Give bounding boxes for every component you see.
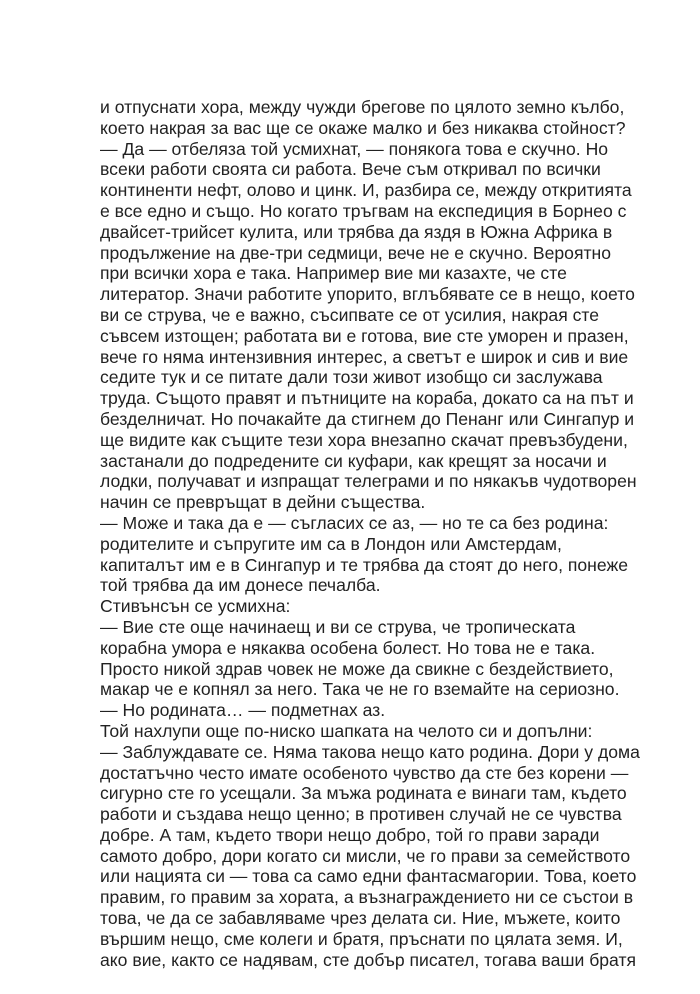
text-line: ако вие, както се надявам, сте добър писател, тогава ваши братя — [100, 949, 637, 970]
document-page — [100, 97, 640, 970]
text-line: самото добро, дори когато си мисли, че го прави за семейството — [100, 845, 631, 866]
text-line: добре. А там, където твори нещо добро, той го прави заради — [100, 824, 600, 845]
text-line: той трябва да им донесе печалба. — [100, 575, 381, 596]
text-line: което накрая за вас ще се окаже малко и без никаква стойност? — [100, 117, 626, 138]
text-line: вършим нещо, сме колеги и братя, пръснати по цялата земя. И, — [100, 928, 623, 949]
text-line: и отпуснати хора, между чужди брегове по цялото земно кълбо, — [100, 97, 625, 117]
text-line: корабна умора е някаква особена болест. Но това не е така. — [100, 637, 596, 658]
text-line: при всички хора е така. Например вие ми казахте, че сте — [100, 263, 567, 284]
text-line: Стивънсън се усмихна: — [100, 596, 291, 617]
text-line: труда. Същото правят и пътниците на кораба, докато са на път и — [100, 388, 634, 409]
text-line: начин се превръщат в дейни същества. — [100, 492, 426, 513]
text-line: продължение на две-три седмици, вече не е скучно. Вероятно — [100, 242, 612, 263]
text-line: правим, го правим за хората, а възнаграждението ни се състои в — [100, 887, 634, 908]
text-line: Просто никой здрав човек не може да свикне с бездействието, — [100, 658, 614, 679]
text-line: макар че е копнял за него. Така че не го вземайте на сериозно. — [100, 679, 620, 700]
text-line: застанали до подредените си куфари, как крещят за носачи и — [100, 450, 607, 471]
text-line: сигурно сте го усещали. За мъжа родината е винаги там, където — [100, 783, 627, 804]
text-line: ще видите как същите тези хора внезапно скачат превъзбудени, — [100, 429, 628, 450]
text-line: — Да — отбеляза той усмихнат, — понякога това е скучно. Но — [100, 138, 609, 159]
text-line: двайсет-трийсет кулита, или трябва да яздя в Южна Африка в — [100, 221, 613, 242]
text-line: — Вие сте още начинаещ и ви се струва, че тропическата — [100, 616, 576, 637]
text-line: литератор. Значи работите упорито, вглъбявате се в нещо, което — [100, 284, 635, 305]
text-line: ви се струва, че е важно, съсипвате се от усилия, накрая сте — [100, 304, 600, 325]
text-line: лодки, получават и изпращат телеграми и по някакъв чудотворен — [100, 471, 637, 492]
text-line: работи и създава нещо ценно; в противен случай не се чувства — [100, 804, 622, 825]
text-line: континенти нефт, олово и цинк. И, разбира се, между откритията — [100, 180, 632, 201]
text-line: всеки работи своята си работа. Вече съм откривал по всички — [100, 159, 601, 180]
text-line: — Но родината… — подметнах аз. — [100, 700, 386, 721]
text-line: съвсем изтощен; работата ви е готова, вие сте уморен и празен, — [100, 325, 629, 346]
text-line: безделничат. Но почакайте да стигнем до Пенанг или Сингапур и — [100, 408, 635, 429]
text-line: — Може и така да е — съгласих се аз, — но те са без родина: — [100, 512, 609, 533]
text-line: достатъчно често имате особеното чувство да сте без корени — — [100, 762, 629, 783]
text-line: — Заблуждавате се. Няма такова нещо като родина. Дори у дома — [100, 741, 640, 762]
text-line: капиталът им е в Сингапур и те трябва да стоят до него, понеже — [100, 554, 629, 575]
text-line: това, че да се забавляваме чрез делата си. Ние, мъжете, които — [100, 908, 621, 929]
text-line: е все едно и също. Но когато тръгвам на експедиция в Борнео с — [100, 200, 627, 221]
text-line: седите тук и се питате дали този живот изобщо си заслужава — [100, 367, 603, 388]
text-line: вече го няма интензивния интерес, а светът е широк и сив и вие — [100, 346, 629, 367]
text-line: или нацията си — това са само едни фантасмагории. Това, което — [100, 866, 637, 887]
text-line: Той нахлупи още по-ниско шапката на челото си и допълни: — [100, 720, 593, 741]
text-line: родителите и съпругите им са в Лондон или Амстердам, — [100, 533, 562, 554]
